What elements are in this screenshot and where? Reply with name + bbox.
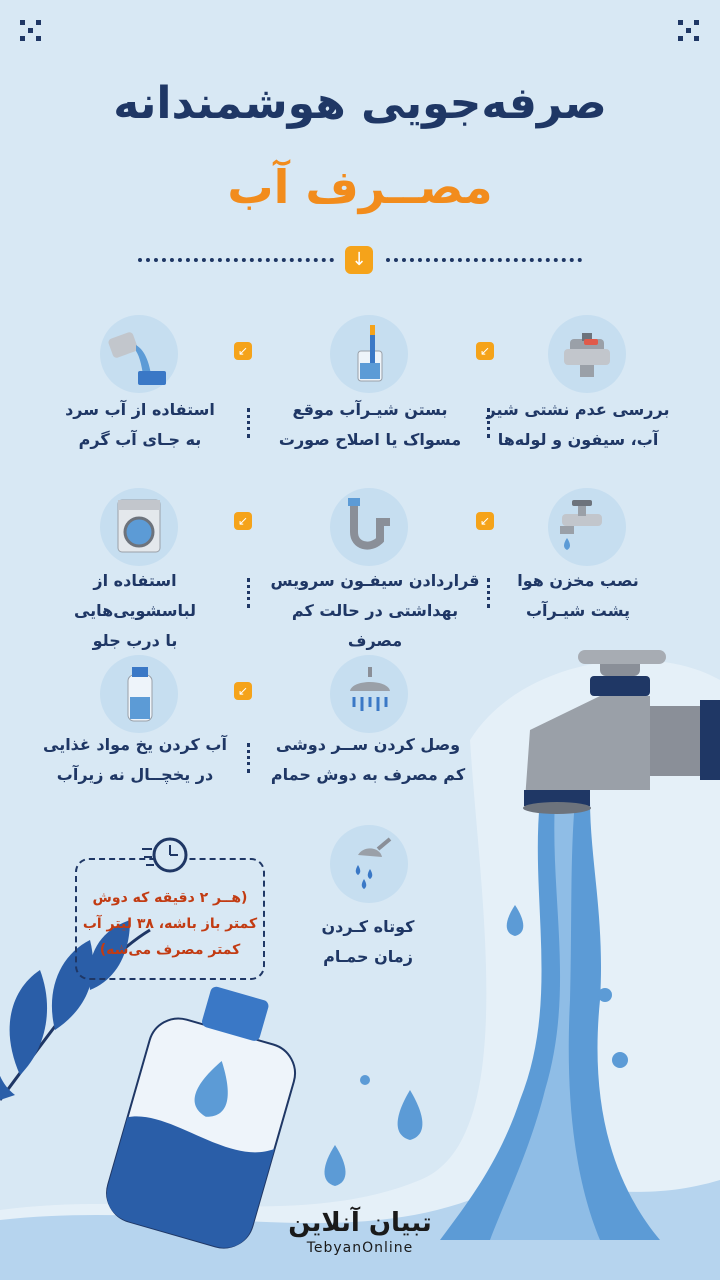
- tip-toothbrush: [270, 395, 470, 455]
- arrow-left-icon: ↙: [234, 512, 252, 530]
- pipe-siphon-icon: [330, 488, 408, 566]
- page-title: صرفه‌جویی هوشمندانه: [113, 78, 607, 129]
- shower-time-note: [80, 885, 260, 963]
- note-line: کمتر مصرف می‌شه): [99, 942, 241, 958]
- arrow-left-icon: ↙: [234, 682, 252, 700]
- shower-drops-icon: [330, 825, 408, 903]
- faucet-icon: [548, 315, 626, 393]
- brand-latin: TebyanOnline: [306, 1240, 414, 1256]
- tip-line: بهداشتی در حالت کم مصرف: [291, 601, 459, 650]
- tip-line: وصل کردن ســر دوشی: [275, 735, 461, 754]
- tip-thaw-food: [30, 730, 240, 790]
- page-subtitle: مصــرف آب: [227, 160, 493, 214]
- tip-short-shower: [268, 912, 468, 972]
- arrow-left-icon: ↙: [234, 342, 252, 360]
- tip-line: آب، سیفون و لوله‌ها: [497, 430, 659, 449]
- arrow-left-icon: ↙: [476, 512, 494, 530]
- separator-dots: [487, 578, 490, 608]
- clock-icon: [140, 835, 190, 875]
- tip-line: زمان حمـام: [323, 947, 413, 966]
- tip-line: در یخچــال نه زیرآب: [56, 765, 214, 784]
- washing-machine-icon: [100, 488, 178, 566]
- toothbrush-cup-icon: [330, 315, 408, 393]
- tip-line: بررسی عدم نشتی شیر: [486, 400, 670, 419]
- note-line: (هــر ۲ دقیقه که دوش: [92, 890, 248, 906]
- bottle-icon: [100, 655, 178, 733]
- arrow-left-icon: ↙: [476, 342, 494, 360]
- tip-line: کوتاه کـردن: [321, 917, 415, 936]
- tip-showerhead: [268, 730, 468, 790]
- arrow-down-icon: ↓: [345, 246, 373, 274]
- separator-dots: [487, 408, 490, 438]
- pouring-kettle-icon: [100, 315, 178, 393]
- note-line: کمتر باز باشه، ۳۸ لیتر آب: [82, 916, 258, 932]
- separator-dots: [247, 578, 250, 608]
- tip-line: کم مصرف به دوش حمام: [270, 765, 466, 784]
- shower-head-icon: [330, 655, 408, 733]
- tip-line: نصب مخزن هوا: [517, 571, 639, 590]
- brand-logo: تبیان آنلاین: [288, 1208, 432, 1238]
- tip-line: پشت شیـرآب: [525, 601, 631, 620]
- tip-line: با درب جلو: [92, 631, 178, 650]
- tip-toilet-flush: [270, 566, 480, 656]
- separator-dots: [247, 743, 250, 773]
- tap-aerator-icon: [548, 488, 626, 566]
- tip-aerator: [478, 566, 678, 626]
- tip-line: بستن شیـرآب موقع: [292, 400, 448, 419]
- tip-line: مسواک یا اصلاح صورت: [278, 430, 462, 449]
- separator-dots: [247, 408, 250, 438]
- tip-line: استفاده از آب سرد: [65, 400, 215, 419]
- tip-line: استفاده از لباسشویی‌هایی: [73, 571, 197, 620]
- tip-faucet-leak: [478, 395, 678, 455]
- tip-cold-water: [40, 395, 240, 455]
- tip-line: قراردادن سیفـون سرویس: [270, 571, 480, 590]
- tip-line: آب کردن یخ مواد غذایی: [43, 735, 227, 754]
- tip-line: به جـای آب گرم: [78, 430, 202, 449]
- tip-front-loader: [30, 566, 240, 656]
